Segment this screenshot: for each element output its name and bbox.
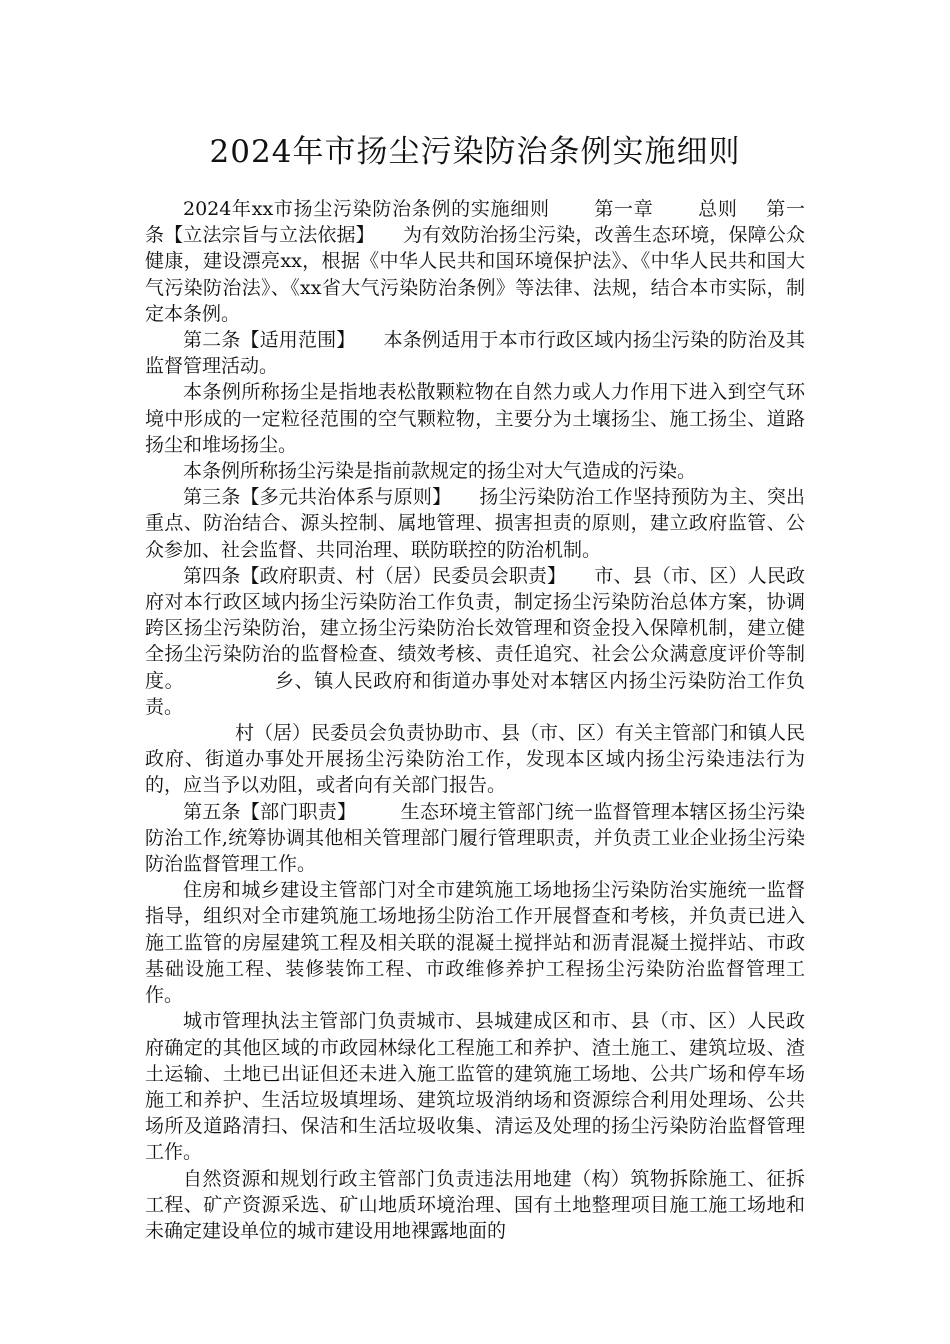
paragraph-6 <box>145 563 805 720</box>
document-title: 2024年市扬尘污染防治条例实施细则 <box>209 134 741 170</box>
article-1-text: 为有效防治扬尘污染，改善生态环境，保障公众健康，建设漂亮xx，根据《中华人民共和国环境保护法》、《中华人民共和国大气污染防治法》、《xx省大气污染防治条例》等法律、法规，结合本市实际，制定本条例。 <box>145 224 805 325</box>
paragraph-11: 自然资源和规划行政主管部门负责违法用地建（构）筑物拆除施工、征拆工程、矿产资源采选、矿山地质环境治理、国有土地整理项目施工施工场地和未确定建设单位的城市建设用地裸露地面的 <box>145 1167 805 1242</box>
doc-name: 2024年xx市扬尘污染防治条例的实施细则 <box>183 198 550 220</box>
article-1-heading: 第一条【立法宗旨与立法依据】 <box>145 198 805 247</box>
article-3-text: 扬尘污染防治工作坚持预防为主、突出重点、防治结合、源头控制、属地管理、损害担责的原则，建立政府监管、公众参加、社会监督、共同治理、联防联控的防治机制。 <box>145 486 805 561</box>
paragraph-9: 住房和城乡建设主管部门对全市建筑施工场地扬尘污染防治实施统一监督指导，组织对全市建筑施工场地扬尘防治工作开展督查和考核，并负责已进入施工监管的房屋建筑工程及相关联的混凝土搅拌站和沥青混凝土搅拌站、市政基础设施工程、装修装饰工程、市政维修养护工程扬尘污染防治监督管理工作。 <box>145 879 805 1007</box>
document-body <box>145 196 805 1244</box>
paragraph-7 <box>145 720 805 799</box>
paragraph-1 <box>145 196 805 327</box>
paragraph-10: 城市管理执法主管部门负责城市、县城建成区和市、县（市、区）人民政府确定的其他区域的市政园林绿化工程施工和养护、渣土施工、建筑垃圾、渣土运输、土地已出证但还未进入施工监管的建筑施工场地、公共广场和停车场施工和养护、生活垃圾填埋场、建筑垃圾消纳场和资源综合利用处理场、公共场所及道路清扫、保洁和生活垃圾收集、清运及处理的扬尘污染防治监督管理工作。 <box>145 1010 805 1164</box>
paragraph-2 <box>145 327 805 379</box>
article-2-text: 本条例适用于本市行政区域内扬尘污染的防治及其监督管理活动。 <box>145 329 805 378</box>
article-4-heading: 第四条【政府职责、村（居）民委员会职责】 <box>183 564 567 587</box>
chapter-title: 总则 <box>697 198 738 220</box>
article-5-text: 生态环境主管部门统一监督管理本辖区扬尘污染防治工作,统筹协调其他相关管理部门履行管理职责，并负责工业企业扬尘污染防治监督管理工作。 <box>145 800 805 876</box>
article-5-heading: 第五条【部门职责】 <box>183 800 357 823</box>
paragraph-3: 本条例所称扬尘是指地表松散颗粒物在自然力或人力作用下进入到空气环境中形成的一定粒径范围的空气颗粒物，主要分为土壤扬尘、施工扬尘、道路扬尘和堆场扬尘。 <box>145 381 805 456</box>
article-3-heading: 第三条【多元共治体系与原则】 <box>183 486 452 509</box>
paragraph-7-text: 村（居）民委员会负责协助市、县（市、区）有关主管部门和镇人民政府、街道办事处开展扬尘污染防治工作，发现本区域内扬尘污染违法行为的，应当予以劝阻，或者向有关部门报告。 <box>145 722 806 797</box>
chapter-label: 第一章 <box>593 198 654 220</box>
paragraph-8 <box>145 799 805 878</box>
article-2-heading: 第二条【适用范围】 <box>183 329 356 352</box>
paragraph-5 <box>145 484 805 563</box>
paragraph-4: 本条例所称扬尘污染是指前款规定的扬尘对大气造成的污染。 <box>183 460 697 483</box>
article-4-text: 市、县（市、区）人民政府对本行政区域内扬尘污染防治工作负责，制定扬尘污染防治总体方案，协调跨区扬尘污染防治，建立扬尘污染防治长效管理和资金投入保障机制，建立健全扬尘污染防治的监督检查、绩效考核、责任追究、社会公众满意度评价等制度。 <box>145 564 805 692</box>
article-4-text-2: 乡、镇人民政府和街道办事处对本辖区内扬尘污染防治工作负责。 <box>145 669 805 718</box>
